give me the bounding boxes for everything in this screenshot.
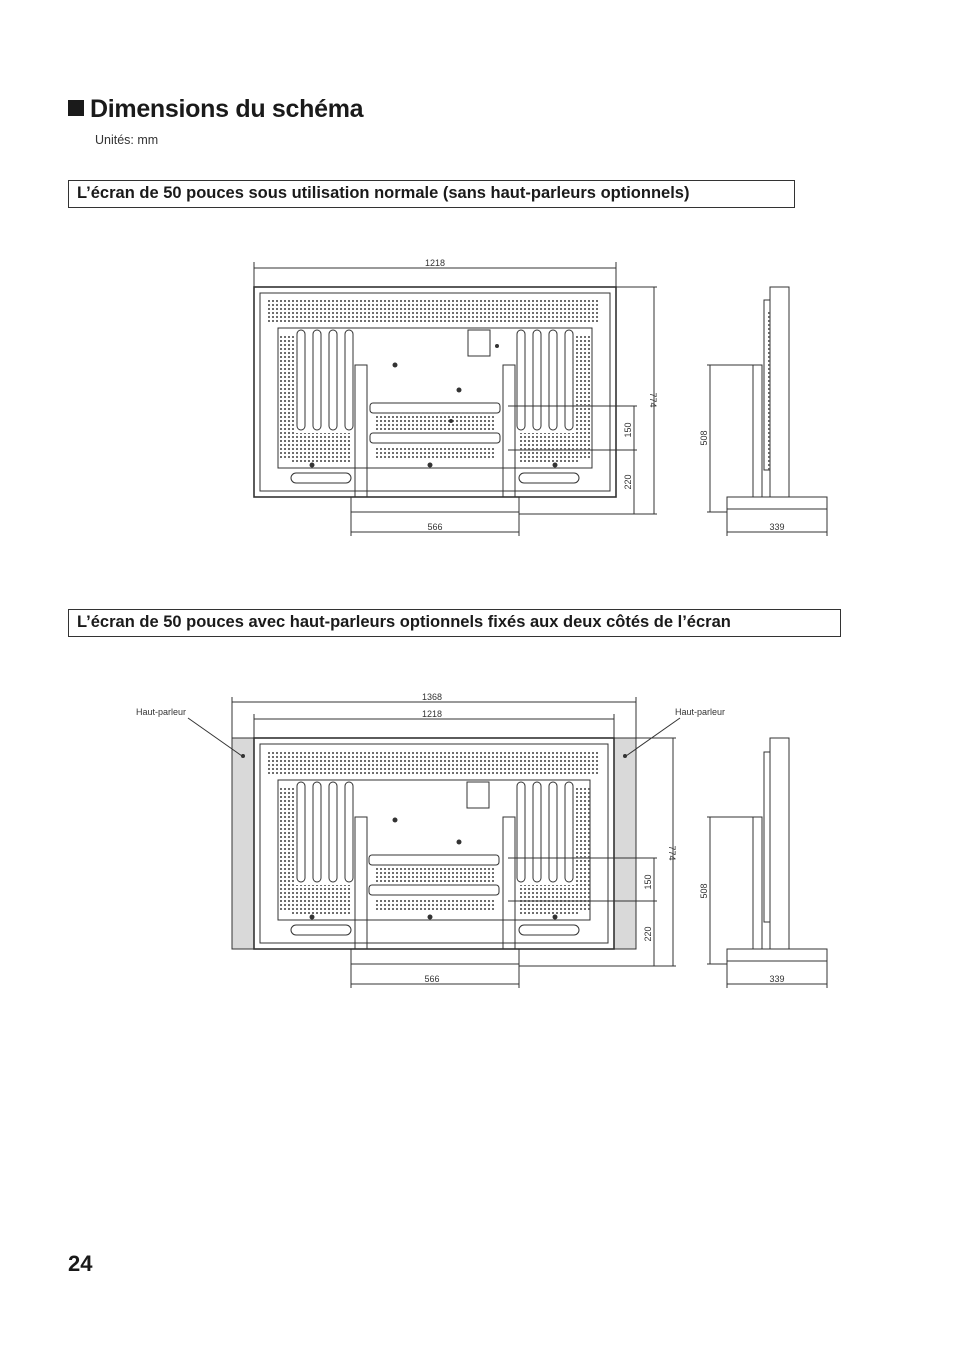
page-title-text: Dimensions du schéma — [90, 95, 364, 123]
dim-depth-label: 339 — [769, 974, 785, 984]
speaker-label-left: Haut-parleur — [135, 707, 186, 717]
dim-stand-width-label: 566 — [424, 974, 440, 984]
section-heading-speakers: L’écran de 50 pouces avec haut-parleurs optionnels fixés aux deux côtés de l’écran — [68, 609, 841, 637]
dim-side-height-label: 508 — [699, 430, 709, 446]
speaker-label-right: Haut-parleur — [675, 707, 726, 717]
bullet-square-icon — [68, 100, 84, 116]
page-title — [68, 95, 363, 124]
section-heading-normal: L’écran de 50 pouces sous utilisation normale (sans haut-parleurs optionnels) — [68, 180, 795, 208]
dim-stand-gap-label: 150 — [623, 422, 633, 438]
dim-stand-width-label: 566 — [427, 522, 443, 532]
dim-height-label: 774 — [648, 392, 658, 408]
dim-width-label: 1218 — [421, 709, 443, 719]
dim-depth-label: 339 — [769, 522, 785, 532]
dim-height-label: 774 — [667, 845, 677, 861]
diagram-with-speakers — [0, 680, 954, 1010]
dim-stand-height-label: 220 — [643, 926, 653, 942]
dim-total-width-label: 1368 — [421, 692, 443, 702]
diagram-normal-use — [0, 240, 954, 560]
dim-width-label: 1218 — [424, 258, 446, 268]
units-note: Unités: mm — [95, 133, 159, 147]
page-number: 24 — [68, 1251, 93, 1276]
dim-stand-gap-label: 150 — [643, 874, 653, 890]
dim-stand-height-label: 220 — [623, 474, 633, 490]
dim-side-height-label: 508 — [699, 883, 709, 899]
